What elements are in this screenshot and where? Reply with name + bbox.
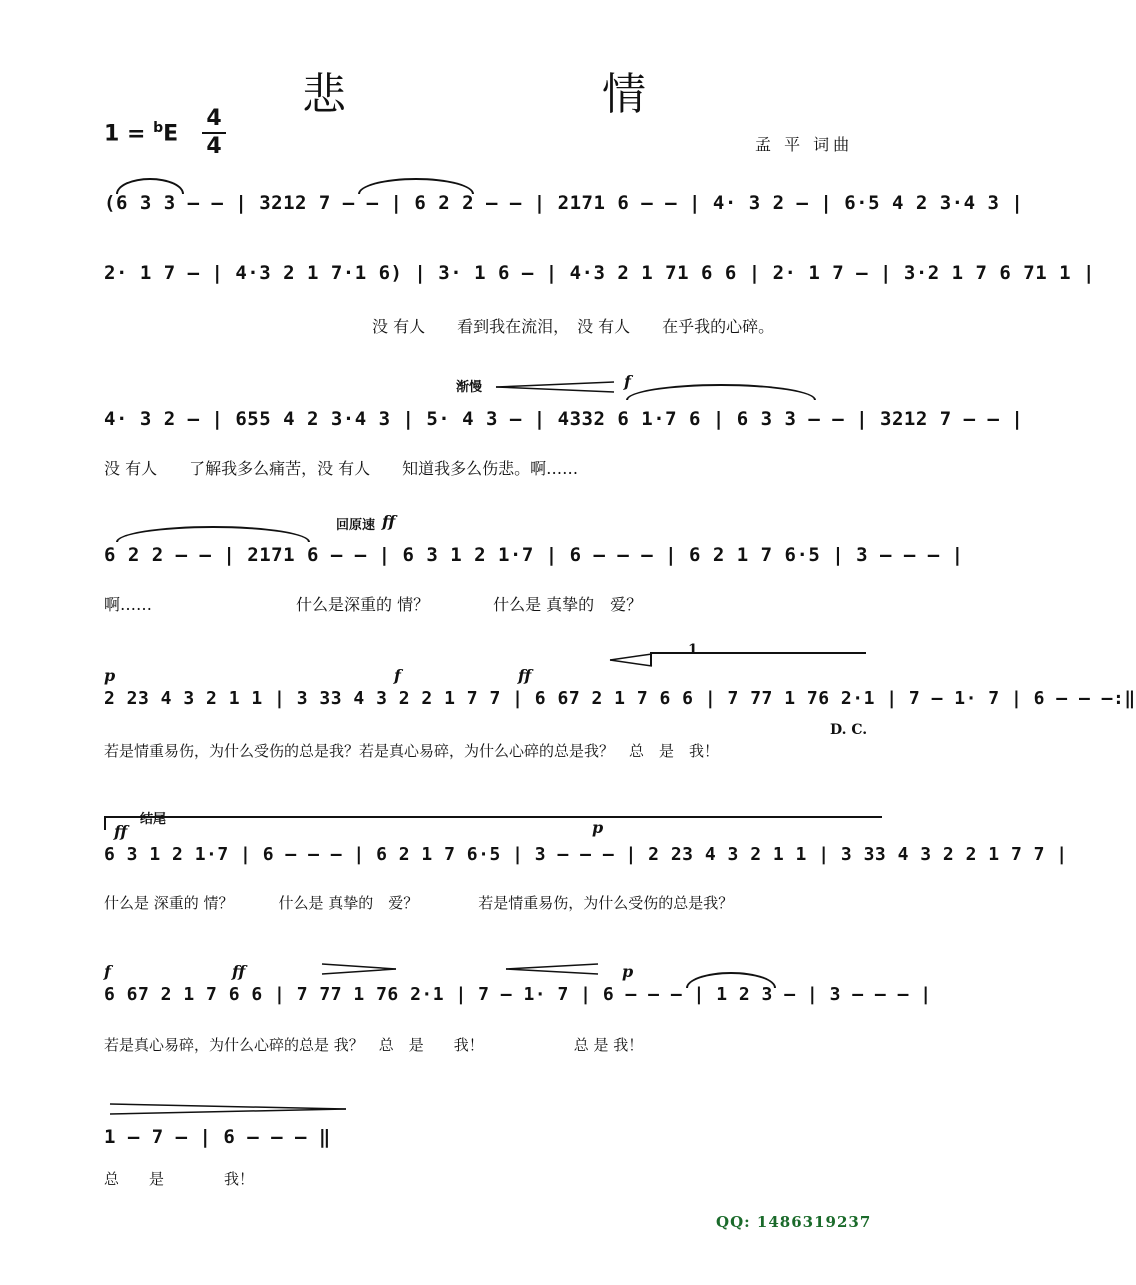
score-line-1 <box>104 178 1024 238</box>
lyrics-line-5: 若是情重易伤，为什么受伤的总是我？若是真心易碎，为什么心碎的总是我？ 总 是 我！ <box>104 742 720 760</box>
ending-bracket <box>104 816 882 830</box>
notes-line-2: 2· 1 7 — | 4·3 2 1 7·1 6) | 3· 1 6 — | 4·3 2 1 71 6 6 | 2· 1 7 — | 3·2 1 7 6 71 1 | <box>104 262 1095 284</box>
key-signature <box>104 120 178 146</box>
dynamic-p: p <box>622 962 634 981</box>
crescendo-icon <box>610 652 652 668</box>
decrescendo-icon <box>506 962 598 976</box>
decrescendo-icon <box>322 962 396 976</box>
score-line-4 <box>104 512 964 614</box>
mark-slow: 渐慢 <box>456 380 483 395</box>
dynamic-f: f <box>624 372 631 391</box>
dynamic-ff: ff <box>518 666 532 685</box>
notes-line-1: (6 3 3 — — | 3212 7 — — | 6 2 2 — — | 2171 6 — — | 4· 3 2 — | 6·5 4 2 3·4 3 | <box>104 192 1024 214</box>
score-line-2 <box>104 256 1095 336</box>
decrescendo-icon <box>496 380 614 394</box>
lyrics-line-8: 总 是 我！ <box>104 1170 255 1188</box>
qq-contact: QQ: 1486319237 <box>716 1213 872 1231</box>
dynamic-f: f <box>104 962 111 981</box>
lyrics-line-7: 若是真心易碎，为什么心碎的总是 我？ 总 是 我！ 总 是 我！ <box>104 1036 644 1054</box>
dynamic-p: p <box>104 666 116 685</box>
volta-number: 1 <box>688 642 698 658</box>
meter-bottom: 4 <box>206 134 222 159</box>
score-line-6 <box>104 808 1068 918</box>
meter-top: 4 <box>206 106 222 131</box>
notes-line-6: 6 3 1 2 1·7 | 6 — — — | 6 2 1 7 6·5 | 3 — — — | 2 23 4 3 2 1 1 | 3 33 4 3 2 2 1 7 7 | <box>104 844 1068 865</box>
notes-line-3: 4· 3 2 — | 655 4 2 3·4 3 | 5· 4 3 — | 4332 6 1·7 6 | 6 3 3 — — | 3212 7 — — | <box>104 408 1024 430</box>
dynamic-ff: ff <box>232 962 246 981</box>
notes-line-5: 2 23 4 3 2 1 1 | 3 33 4 3 2 2 1 7 7 | 6 67 2 1 7 6 6 | 7 77 1 76 2·1 | 7 — 1· 7 | 6 — — —:‖ <box>104 688 1136 709</box>
score-line-7 <box>104 962 932 1062</box>
notes-line-7: 6 67 2 1 7 6 6 | 7 77 1 76 2·1 | 7 — 1· 7 | 6 — — — | 1 2 3 — | 3 — — — | <box>104 984 932 1005</box>
score-line-5 <box>104 642 1136 764</box>
author: 孟 平 词曲 <box>755 135 854 154</box>
dynamic-f: f <box>394 666 401 685</box>
mark-ending: 结尾 <box>140 812 167 827</box>
score-line-3 <box>104 372 1024 478</box>
volta-bracket <box>650 652 866 666</box>
lyrics-line-3: 没 有人 了解我多么痛苦，没 有人 知道我多么伤悲。啊…… <box>104 459 579 478</box>
key-prefix: 1 = <box>104 121 154 147</box>
notes-line-8: 1 — 7 — | 6 — — — ‖ <box>104 1126 331 1148</box>
key-flat: b <box>153 120 164 136</box>
notes-line-4: 6 2 2 — — | 2171 6 — — | 6 3 1 2 1·7 | 6 — — — | 6 2 1 7 6·5 | 3 — — — | <box>104 544 964 566</box>
key-tone: E <box>163 121 179 147</box>
dynamic-p: p <box>592 818 604 837</box>
decrescendo-icon <box>110 1102 346 1116</box>
mark-tempo-back: 回原速 <box>336 518 376 533</box>
lyrics-line-4: 啊…… 什么是深重的 情？ 什么是 真挚的 爱？ <box>104 595 643 614</box>
lyrics-line-6: 什么是 深重的 情？ 什么是 真挚的 爱？ 若是情重易伤，为什么受伤的总是我？ <box>104 894 734 912</box>
mark-dc: D. C. <box>830 722 868 738</box>
song-title: 悲 情 <box>302 69 702 120</box>
lyrics-line-2: 没 有人 看到我在流泪， 没 有人 在乎我的心碎。 <box>372 317 775 336</box>
score-line-8 <box>104 1102 364 1192</box>
time-signature <box>200 106 228 160</box>
dynamic-ff: ff <box>114 822 128 841</box>
dynamic-ff: ff <box>382 512 396 531</box>
